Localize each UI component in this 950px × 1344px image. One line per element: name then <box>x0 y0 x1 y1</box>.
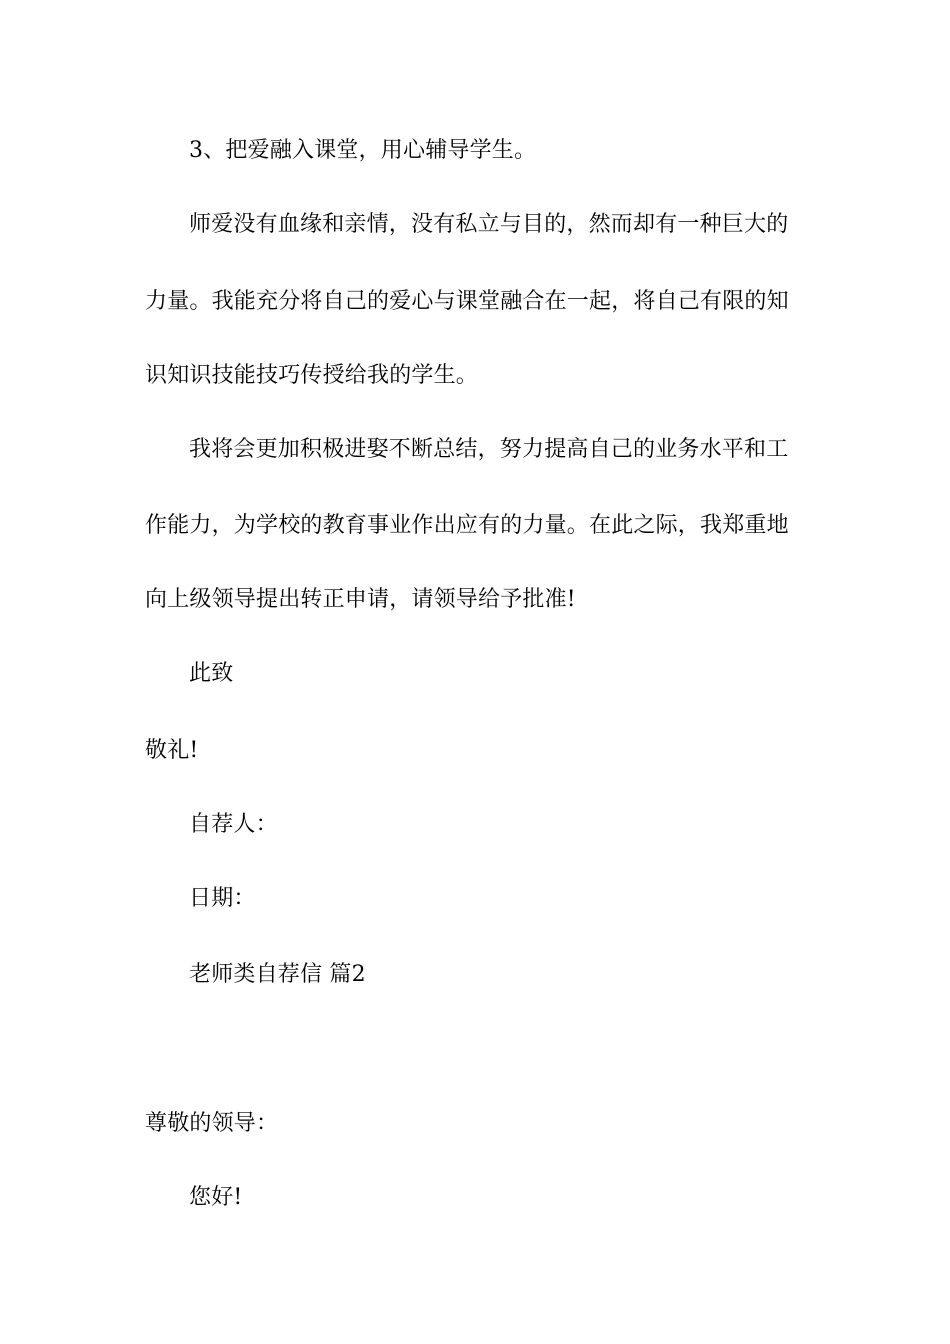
paragraph-line: 作能力，为学校的教育事业作出应有的力量。在此之际，我郑重地 <box>145 513 789 538</box>
article-title: 老师类自荐信 篇2 <box>189 962 366 987</box>
paragraph-line: 识知识技能技巧传授给我的学生。 <box>145 363 479 388</box>
paragraph-line: 师爱没有血缘和亲情，没有私立与目的，然而却有一种巨大的 <box>189 212 789 237</box>
greeting-hello: 您好! <box>189 1185 243 1210</box>
closing-regards: 敬礼! <box>145 738 199 763</box>
date-label: 日期： <box>189 886 256 911</box>
section-heading: 3、把爱融入课堂，用心辅导学生。 <box>189 138 537 163</box>
paragraph-line: 向上级领导提出转正申请，请领导给予批准! <box>145 587 576 612</box>
paragraph-line: 力量。我能充分将自己的爱心与课堂融合在一起，将自己有限的知 <box>145 289 789 314</box>
greeting-recipient: 尊敬的领导： <box>145 1111 279 1136</box>
closing-salutation: 此致 <box>189 661 234 686</box>
paragraph-line: 我将会更加积极进娶不断总结，努力提高自己的业务水平和工 <box>189 437 789 462</box>
signature-label: 自荐人： <box>189 812 278 837</box>
